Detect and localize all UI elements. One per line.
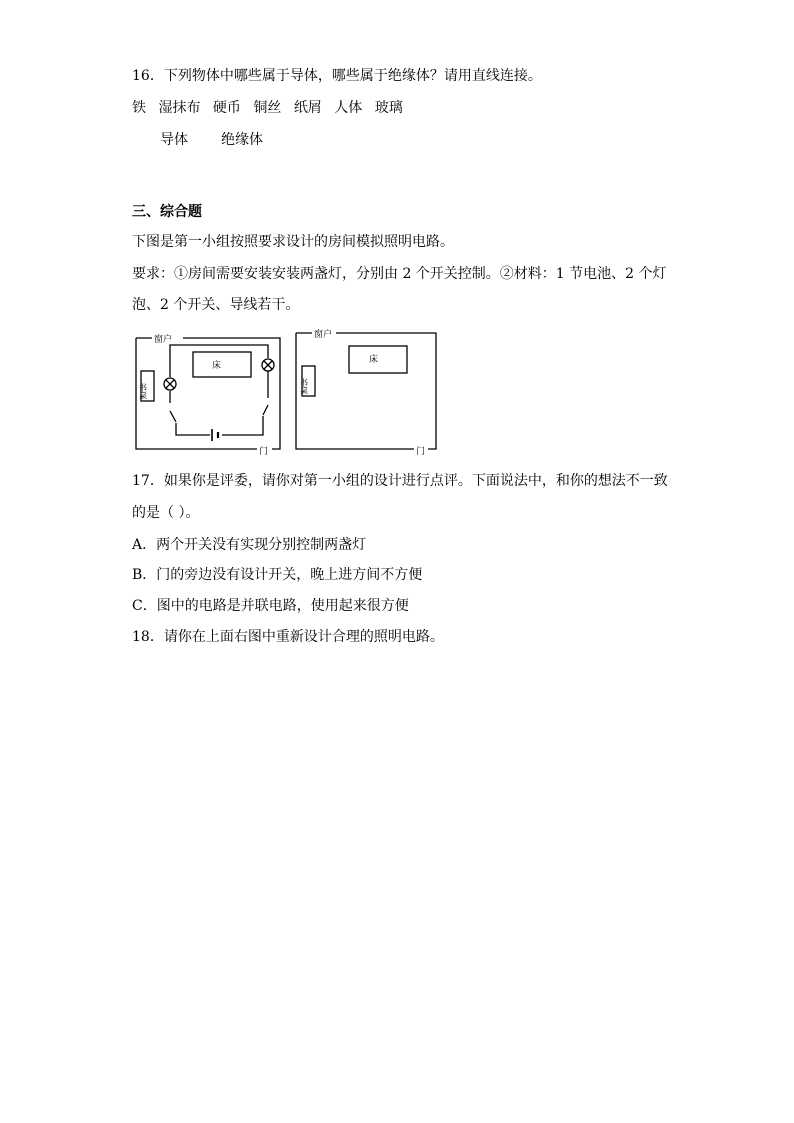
- q16-stem: 16．下列物体中哪些属于导体，哪些属于绝缘体？请用直线连接。: [132, 68, 542, 84]
- item-human-body: 人体: [334, 100, 363, 116]
- item-glass: 玻璃: [374, 100, 403, 116]
- left-bed-label: 床: [212, 361, 222, 371]
- item-iron: 铁: [132, 100, 146, 116]
- q18-stem: 18．请你在上面右图中重新设计合理的照明电路。: [132, 629, 444, 645]
- q17-option-a[interactable]: A．两个开关没有实现分别控制两盏灯: [132, 537, 367, 553]
- left-desk-label: 书桌: [138, 383, 148, 399]
- right-window-label: 窗户: [314, 330, 333, 340]
- item-paper: 纸屑: [293, 100, 322, 116]
- q16-items: [132, 98, 411, 118]
- target-insulator: 绝缘体: [221, 132, 263, 148]
- left-room-diagram: [136, 333, 280, 455]
- q17-stem-line-2: 的是（ ）。: [132, 505, 200, 521]
- battery-icon: [212, 429, 218, 441]
- left-switch: [170, 411, 210, 435]
- item-copper-wire: 铜丝: [253, 100, 282, 116]
- right-room-diagram: [296, 328, 436, 455]
- section-heading: 三、综合题: [132, 204, 202, 220]
- right-lamp: [262, 359, 274, 371]
- left-window-label: 窗户: [154, 335, 173, 345]
- section-intro: 下图是第一小组按照要求设计的房间模拟照明电路。: [132, 234, 454, 250]
- item-wet-cloth: 湿抹布: [158, 100, 201, 116]
- requirement-line-2: 泡、2 个开关、导线若干。: [132, 297, 300, 313]
- right-switch: [222, 405, 268, 435]
- right-desk-label: 书桌: [299, 378, 309, 394]
- requirement-line-1: 要求：①房间需要安装安装两盏灯，分别由 2 个开关控制。②材料：1 节电池、2 个灯: [132, 266, 667, 282]
- left-door-label: 门: [259, 447, 269, 455]
- target-conductor: 导体: [160, 132, 188, 148]
- left-lamp: [164, 378, 176, 390]
- right-door-label: 门: [416, 447, 426, 455]
- q17-stem-line-1: 17．如果你是评委，请你对第一小组的设计进行点评。下面说法中，和你的想法不一致: [132, 473, 668, 489]
- q17-option-c[interactable]: C．图中的电路是并联电路，使用起来很方便: [132, 598, 409, 614]
- room-circuit-figure: [0, 325, 794, 455]
- right-bed-label: 床: [369, 355, 379, 365]
- left-bed: [193, 352, 251, 377]
- q17-option-b[interactable]: B．门的旁边没有设计开关，晚上进方间不方便: [132, 567, 423, 583]
- item-coin: 硬币: [212, 100, 241, 116]
